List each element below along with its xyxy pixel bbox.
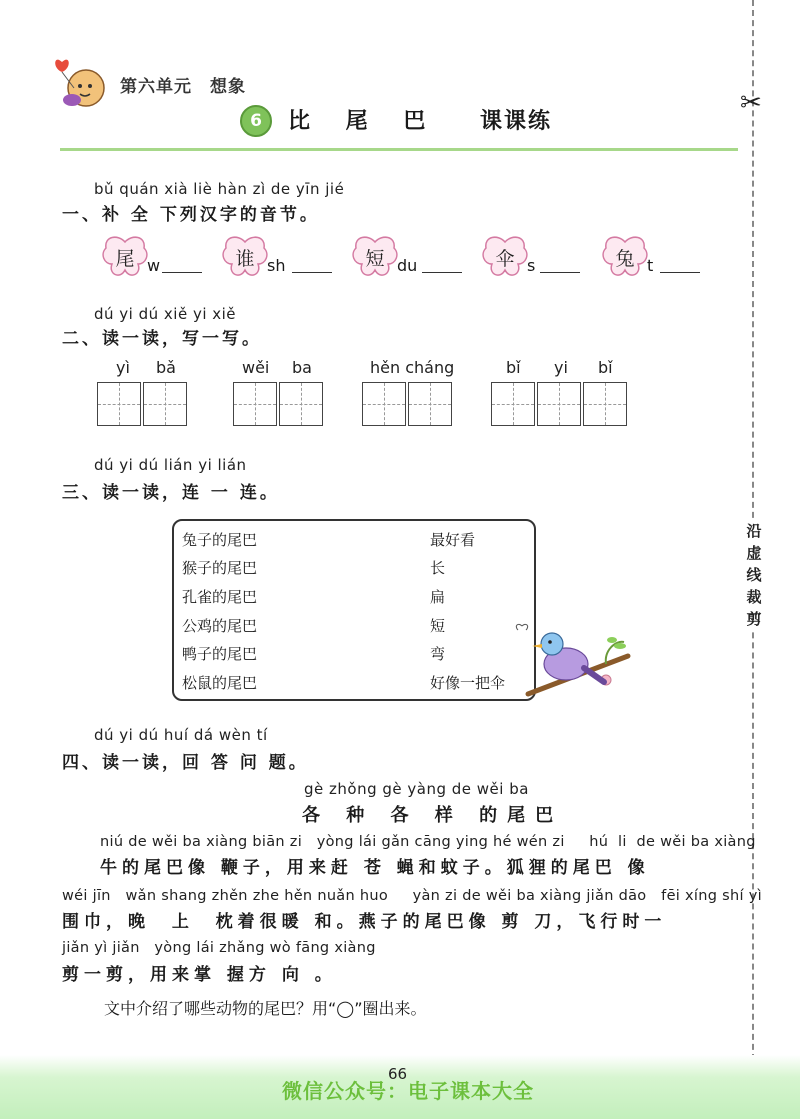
header-divider (60, 148, 738, 151)
writing-cell[interactable] (583, 382, 627, 426)
syllable-blank[interactable] (660, 272, 700, 273)
mascot-illustration (50, 48, 114, 110)
syllable-prefix: s (527, 256, 536, 275)
syllable-blank[interactable] (540, 272, 580, 273)
grid-pinyin: bǎ (156, 358, 176, 377)
match-right-item[interactable]: 弯 (430, 645, 446, 663)
writing-cell[interactable] (362, 382, 406, 426)
bird-on-branch-illustration (508, 620, 632, 700)
match-left-item[interactable]: 公鸡的尾巴 (182, 617, 258, 635)
grid-pinyin: yì (116, 358, 130, 377)
grid-pinyin: ba (292, 358, 312, 377)
grid-pinyin: wěi (242, 358, 270, 377)
writing-cell[interactable] (143, 382, 187, 426)
scissors-icon: ✂ (740, 88, 762, 118)
grid-pinyin: yi (554, 358, 568, 377)
writing-cell[interactable] (97, 382, 141, 426)
match-right-item[interactable]: 短 (430, 617, 446, 635)
passage-line: 围巾，晚 上 枕着很暖 和。燕子的尾巴像 剪 刀，飞行时一 (62, 912, 667, 932)
syllable-blank[interactable] (422, 272, 462, 273)
unit-line (120, 72, 246, 97)
syllable-prefix: w (147, 256, 161, 275)
lesson-number-badge: 6 (240, 105, 272, 137)
lesson-title: 比 尾 巴 (288, 109, 440, 134)
question-text: 文中介绍了哪些动物的尾巴？用“◯”圈出来。 (104, 999, 427, 1018)
writing-cell[interactable] (408, 382, 452, 426)
match-left-item[interactable]: 兔子的尾巴 (182, 531, 258, 549)
section3-pinyin: dú yi dú lián yi lián (94, 456, 247, 474)
section4-pinyin: dú yi dú huí dá wèn tí (94, 726, 268, 744)
unit-label: 第六单元 (120, 77, 192, 97)
writing-cell[interactable] (233, 382, 277, 426)
match-right-item[interactable]: 好像一把伞 (430, 674, 506, 692)
passage-line: 剪一剪，用来掌 握方 向 。 (62, 965, 337, 985)
syllable-blank[interactable] (292, 272, 332, 273)
passage-pinyin-line: wéi jīn wǎn shang zhěn zhe hěn nuǎn huo yàn zi de wěi ba xiàng jiǎn dāo fēi xíng shí yì (62, 888, 762, 904)
section1-heading: 一、补 全 下列汉字的音节。 (62, 205, 320, 225)
grid-pinyin: bǐ (598, 358, 613, 377)
syllable-char: 尾 (115, 248, 135, 270)
match-left-item[interactable]: 松鼠的尾巴 (182, 674, 258, 692)
passage-pinyin-line: jiǎn yì jiǎn yòng lái zhǎng wò fāng xiàng (62, 940, 376, 956)
passage-line: 牛的尾巴像 鞭子，用来赶 苍 蝇和蚊子。狐狸的尾巴 像 (100, 858, 650, 878)
match-right-item[interactable]: 长 (430, 559, 446, 577)
syllable-row (100, 234, 700, 284)
cut-instruction: 沿 虚 线 裁 剪 (744, 520, 764, 630)
grid-pinyin: hěn cháng (370, 358, 455, 377)
writing-cell[interactable] (537, 382, 581, 426)
match-left-item[interactable]: 猴子的尾巴 (182, 559, 258, 577)
writing-cell[interactable] (491, 382, 535, 426)
matching-box (172, 519, 536, 701)
story-title-pinyin: gè zhǒng gè yàng de wěi ba (304, 780, 529, 798)
match-right-item[interactable]: 扁 (430, 588, 446, 606)
syllable-char: 谁 (235, 248, 255, 270)
match-left-item[interactable]: 鸭子的尾巴 (182, 645, 258, 663)
practice-label: 课课练 (480, 109, 553, 134)
syllable-prefix: sh (267, 256, 286, 275)
section3-heading: 三、读一读，连 一 连。 (62, 483, 280, 503)
match-right-item[interactable]: 最好看 (430, 531, 476, 549)
syllable-prefix: du (397, 256, 418, 275)
syllable-char: 伞 (495, 248, 515, 270)
section4-heading: 四、读一读，回 答 问 题。 (62, 753, 309, 773)
section2-heading: 二、读一读，写一写。 (62, 329, 262, 349)
syllable-char: 短 (365, 248, 385, 270)
match-left-item[interactable]: 孔雀的尾巴 (182, 588, 258, 606)
syllable-prefix: t (647, 256, 654, 275)
unit-theme: 想象 (210, 77, 246, 97)
page-number: 66 (388, 1065, 408, 1083)
writing-cell[interactable] (279, 382, 323, 426)
grid-pinyin: bǐ (506, 358, 521, 377)
passage-pinyin-line: niú de wěi ba xiàng biān zi yòng lái gǎn cāng ying hé wén zi hú li de wěi ba xiàng (100, 834, 756, 850)
syllable-char: 兔 (615, 248, 635, 270)
story-title: 各 种 各 样 的尾巴 (302, 805, 564, 826)
watermark-text: 微信公众号：电子课本大全 (282, 1079, 534, 1103)
section1-pinyin: bǔ quán xià liè hàn zì de yīn jié (94, 180, 345, 198)
syllable-blank[interactable] (162, 272, 202, 273)
section2-pinyin: dú yi dú xiě yi xiě (94, 305, 237, 323)
